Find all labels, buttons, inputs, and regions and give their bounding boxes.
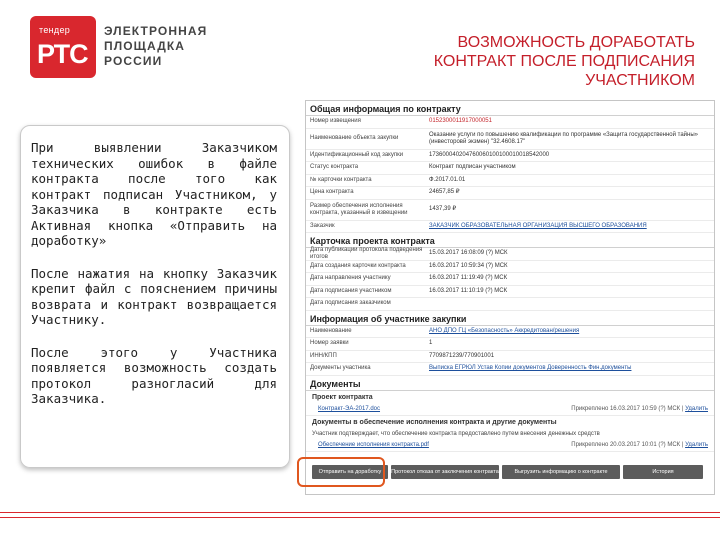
info-row <box>306 200 714 221</box>
info-row <box>306 273 714 286</box>
info-row <box>306 338 714 351</box>
project-contract-file-info: Прикреплено 16.03.2017 10:59 (?) МСК | Удалить <box>571 406 708 412</box>
info-row <box>306 286 714 299</box>
export-info-button[interactable]: Выгрузить информацию о контракте <box>502 465 620 479</box>
row-label: Статус контракта <box>310 164 359 171</box>
row-value: Ф.2017.01.01 <box>429 176 466 183</box>
row-value: 1 <box>429 340 433 347</box>
row-value: 16.03.2017 11:19:49 (?) МСК <box>429 275 508 282</box>
security-file-date: Прикреплено 20.03.2017 10:01 (?) МСК <box>571 442 681 448</box>
explanation-box <box>20 125 290 468</box>
security-remove-link[interactable]: Удалить <box>685 442 708 448</box>
info-row <box>306 248 714 261</box>
history-button[interactable]: История <box>623 465 703 479</box>
security-file-row <box>306 440 714 452</box>
row-value: 1437,39 ₽ <box>429 206 457 212</box>
project-contract-remove-link[interactable]: Удалить <box>685 406 708 412</box>
security-file-info: Прикреплено 20.03.2017 10:01 (?) МСК | Удалить <box>571 442 708 448</box>
project-contract-file-link[interactable]: Контракт-ЭА-2017.doc <box>318 406 381 412</box>
logo-big-text: РТС <box>37 39 88 69</box>
row-value: 7709871239/770901001 <box>429 352 495 359</box>
info-row <box>306 351 714 364</box>
info-row <box>306 221 714 234</box>
send-to-revision-button[interactable]: Отправить на доработку <box>312 465 388 479</box>
info-row <box>306 162 714 175</box>
explanation-paragraph: После этого у Участника появляется возможность создать протокол разногласий для Заказчика. <box>31 344 277 406</box>
card-title: Карточка проекта контракта <box>306 233 714 248</box>
row-label: Размер обеспечения исполнения контракта, указанный в извещении <box>310 202 408 216</box>
participant-title: Информация об участнике закупки <box>306 311 714 326</box>
row-label: Заказчик <box>310 222 335 229</box>
explanation-paragraph: После нажатия на кнопку Заказчик крепит файл с пояснением причины возврата и контракт возвращается Участнику. <box>31 265 277 327</box>
refusal-protocol-button[interactable]: Протокол отказа от заключения контракта <box>391 465 499 479</box>
row-value <box>426 118 714 125</box>
logo-caption-line: ЭЛЕКТРОННАЯ <box>104 24 208 38</box>
security-file-link[interactable]: Обеспечение исполнения контракта.pdf <box>318 442 429 448</box>
project-contract-heading: Проект контракта <box>312 393 373 401</box>
row-value: 16.03.2017 10:59:34 (?) МСК <box>429 262 508 269</box>
row-label: ИНН/КПП <box>310 352 337 359</box>
info-row <box>306 187 714 200</box>
project-contract-file-date: Прикреплено 16.03.2017 10:59 (?) МСК <box>571 406 681 412</box>
footer-line <box>0 517 720 518</box>
row-value <box>426 365 714 372</box>
info-row <box>306 129 714 150</box>
general-info-title: Общая информация по контракту <box>306 101 714 116</box>
logo-caption-line: РОССИИ <box>104 54 163 68</box>
row-value: 16.03.2017 11:10:19 (?) МСК <box>429 287 508 294</box>
slide-title <box>315 33 695 90</box>
footer-line <box>0 512 720 513</box>
info-row <box>306 363 714 376</box>
row-label: Дата публикации протокола подведения итогов <box>310 246 423 260</box>
row-value: Оказание услуги по повышению квалификации по программе «Защита государственной тайны» (инвесторовй экзмен) "32.4608.17" <box>429 131 698 145</box>
row-label: Номер заявки <box>310 340 349 347</box>
participant-docs-link[interactable]: Выписка ЕГРЮЛ Устав Копии документов Доверенность Фин.документы <box>429 365 632 372</box>
row-label: Номер извещения <box>310 118 361 125</box>
row-value: 173600040204760060100100010018542000 <box>429 151 550 158</box>
security-docs-heading: Документы в обеспечение исполнения контракта и другие документы <box>312 418 557 426</box>
row-label: Дата подписания заказчиком <box>310 300 391 307</box>
row-label: № карточки контракта <box>310 176 372 183</box>
row-value <box>426 328 714 335</box>
explanation-paragraph: При выявлении Заказчиком технических ошибок в файле контракта после того как контракт подписан Участником, у Заказчика в контракте есть Активная кнопка «Отправить на доработку» <box>31 140 277 248</box>
row-label: Дата создания карточки контракта <box>310 262 406 269</box>
logo-caption-line: ПЛОЩАДКА <box>104 39 186 53</box>
security-docs-note: Участник подтверждает, что обеспечение контракта предоставлено путем внесения денежных средств <box>312 430 600 437</box>
row-label: Цена контракта <box>310 189 354 196</box>
slide-title-line: УЧАСТНИКОМ <box>585 72 695 89</box>
row-label: Документы участника <box>310 365 371 372</box>
info-row <box>306 261 714 274</box>
row-label: Дата подписания участником <box>310 287 392 294</box>
info-row <box>306 326 714 339</box>
info-row <box>306 116 714 129</box>
info-row <box>306 298 714 311</box>
row-label: Дата направления участнику <box>310 275 391 282</box>
documents-title: Документы <box>306 376 714 391</box>
row-label: Идентификационный код закупки <box>310 151 404 158</box>
slide-title-line: КОНТРАКТ ПОСЛЕ ПОДПИСАНИЯ <box>433 53 695 70</box>
logo-caption <box>104 24 207 69</box>
logo-small-text: тендер <box>39 25 71 35</box>
contract-panel <box>305 100 715 495</box>
rts-logo <box>30 16 96 78</box>
row-value: 24657,85 ₽ <box>429 189 460 196</box>
slide-title-line: ВОЗМОЖНОСТЬ ДОРАБОТАТЬ <box>457 34 695 51</box>
row-label: Наименование объекта закупки <box>310 135 399 141</box>
send-to-revision-highlight <box>297 457 385 487</box>
info-row <box>306 175 714 188</box>
row-value <box>426 223 714 230</box>
info-row <box>306 150 714 163</box>
row-value: 15.03.2017 16:08:09 (?) МСК <box>429 250 508 257</box>
project-contract-file-row <box>306 404 714 416</box>
notice-number: 0152300011917000051 <box>429 118 492 125</box>
row-value: Контракт подписан участником <box>429 164 516 171</box>
customer-link[interactable]: ЗАКАЗЧИК ОБРАЗОВАТЕЛЬНАЯ ОРГАНИЗАЦИЯ ВЫСШЕГО ОБРАЗОВАНИЯ <box>429 222 647 229</box>
row-label: Наименование <box>310 327 352 334</box>
participant-link[interactable]: АНО ДПО ГЦ «Безопасность» Аккредитован/решения <box>429 327 580 334</box>
